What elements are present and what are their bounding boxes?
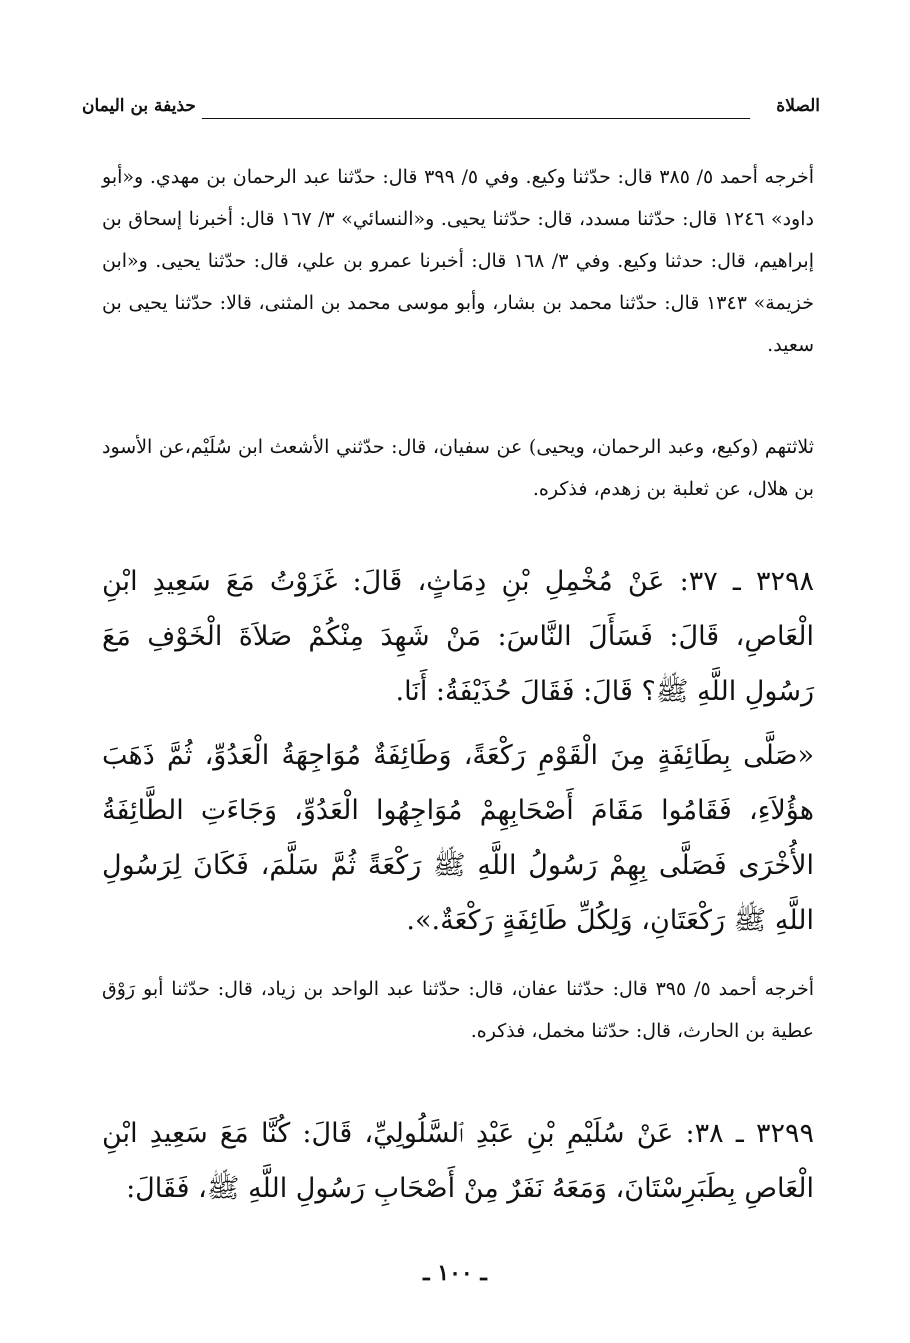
takhrij-paragraph: ثلاثتهم (وكيع، وعبد الرحمان، ويحيى) عن سفيان، قال: حدّثني الأشعث ابن سُلَيْم،عن الأسود بن هلال، عن ثعلبة بن زهدم، فذكره. <box>102 436 814 500</box>
chapter-title: الصلاة <box>776 96 820 116</box>
takhrij-paragraph: أخرجه أحمد ٥/ ٣٩٥ قال: حدّثنا عفان، قال: حدّثنا عبد الواحد بن زياد، قال: حدّثنا أبو رَوْق عطية بن الحارث، قال: حدّثنا مخمل، فذكره. <box>102 978 815 1042</box>
page-number: ـ ١٠٠ ـ <box>423 1260 487 1286</box>
hadith-paragraph: ٣٢٩٩ ـ ٣٨: عَنْ سُلَيْمِ بْنِ عَبْدِ ٱلسَّلُولِيِّ، قَالَ: كُنَّا مَعَ سَعِيدِ ابْنِ الْعَاصِ بِطَبَرِسْتَانَ، وَمَعَهُ نَفَرٌ مِنْ أَصْحَابِ رَسُولِ اللَّهِ ﷺ، فَقَالَ: <box>102 1118 814 1204</box>
narrator-title: حذيفة بن اليمان <box>82 96 196 116</box>
hadith-paragraph: «صَلَّى بِطَائِفَةٍ مِنَ الْقَوْمِ رَكْعَةً، وَطَائِفَةٌ مُوَاجِهَةُ الْعَدُوِّ، ثُمَّ ذَهَبَ هؤُلاَءِ، فَقَامُوا مَقَامَ أَصْحَابِهِمْ مُوَاجِهُوا الْعَدُوِّ، وَجَاءَتِ الطَّائِفَةُ الأُخْرَى فَصَلَّى بِهِمْ رَسُولُ اللَّهِ ﷺ رَكْعَةً ثُمَّ سَلَّمَ، فَكَانَ لِرَسُولِ اللَّهِ ﷺ رَكْعَتَانِ، وَلِكُلِّ طَائِفَةٍ رَكْعَةٌ.». <box>102 740 814 936</box>
takhrij-paragraph: أخرجه أحمد ٥/ ٣٨٥ قال: حدّثنا وكيع. وفي ٥/ ٣٩٩ قال: حدّثنا عبد الرحمان بن مهدي. و«أبو داود» ١٢٤٦ قال: حدّثنا مسدد، قال: حدّثنا يحيى. و«النسائي» ٣/ ١٦٧ قال: أخبرنا إسحاق بن إبراهيم، قال: حدثنا وكيع. وفي ٣/ ١٦٨ قال: أخبرنا عمرو بن علي، قال: حدّثنا يحيى. و«ابن خزيمة» ١٣٤٣ قال: حدّثنا محمد بن بشار، وأبو موسى محمد بن المثنى، قالا: حدّثنا يحيى بن سعيد. <box>102 166 814 356</box>
header-rule <box>202 118 750 119</box>
running-header <box>82 96 820 124</box>
hadith-paragraph: ٣٢٩٨ ـ ٣٧: عَنْ مُخْمِلِ بْنِ دِمَاثٍ، قَالَ: غَزَوْتُ مَعَ سَعِيدِ ابْنِ الْعَاصِ، قَالَ: فَسَأَلَ النَّاسَ: مَنْ شَهِدَ مِنْكُمْ صَلاَةَ الْخَوْفِ مَعَ رَسُولِ اللَّهِ ﷺ؟ قَالَ: فَقَالَ حُذَيْفَةُ: أَنَا. <box>102 566 814 707</box>
